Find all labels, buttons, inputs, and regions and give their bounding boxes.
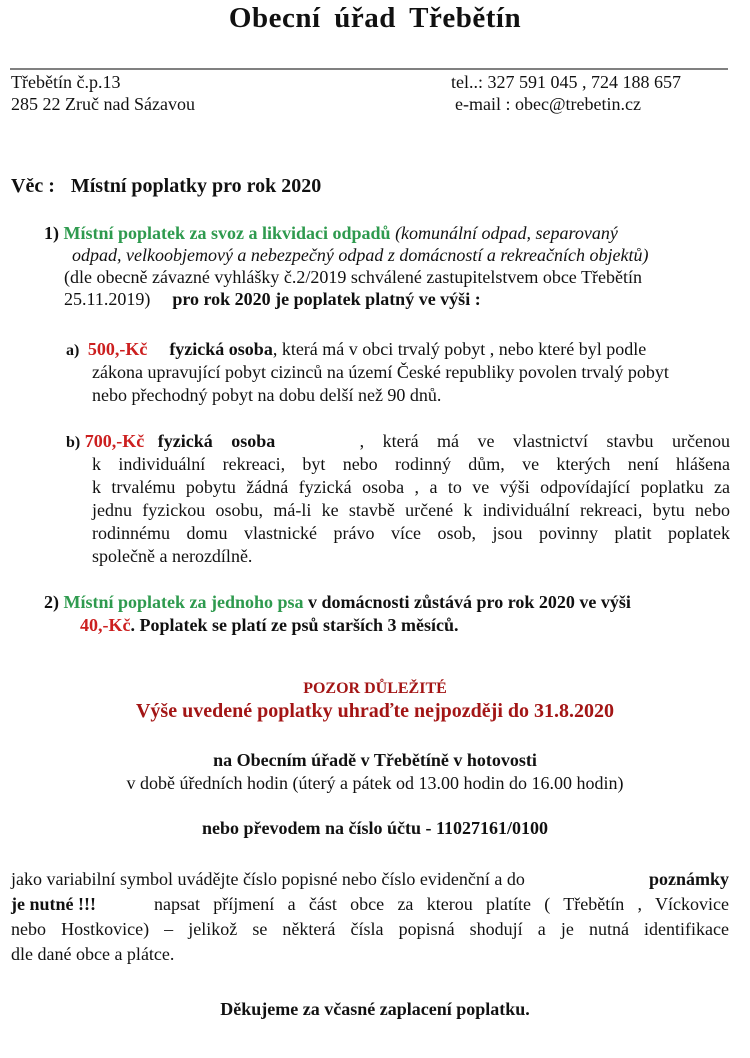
item2-line1 <box>44 591 631 613</box>
payment-hours: v době úředních hodin (úterý a pátek od 13.00 hodin do 16.00 hodin) <box>126 773 624 793</box>
sub-b-line1 <box>66 430 730 454</box>
instructions-line4: dle dané obce a plátce. <box>11 944 175 964</box>
sub-a-line1: , která má v obci trvalý pobyt , nebo které byl podle <box>272 339 647 359</box>
notice-deadline: Výše uvedené poplatky uhraďte nejpozději do 31.8.2020 <box>135 700 615 722</box>
email-address: e-mail : obec@trebetin.cz <box>455 94 641 114</box>
sub-a-label: a) <box>66 342 80 359</box>
closing-thanks: Děkujeme za včasné zaplacení poplatku. <box>220 999 530 1019</box>
payment-transfer: nebo převodem na číslo účtu - 11027161/0100 <box>201 818 548 838</box>
sub-b-subject: fyzická osoba <box>157 431 276 451</box>
item2-title: Místní poplatek za jednoho psa <box>63 592 304 612</box>
sub-b-label: b) <box>66 434 81 451</box>
instructions-line1-start: jako variabilní symbol uvádějte číslo popisné nebo číslo evidenční a do <box>11 869 525 889</box>
address-line-2: 285 22 Zruč nad Sázavou <box>11 94 195 114</box>
item1-note-2: odpad, velkoobjemový a nebezpečný odpad z domácností a rekreačních objektů) <box>72 245 649 265</box>
sub-a-amount: 500,-Kč <box>87 339 148 359</box>
phone-numbers: tel..: 327 591 045 , 724 188 657 <box>451 72 681 92</box>
payment-cash: na Obecním úřadě v Třebětíně v hotovosti <box>213 750 537 770</box>
sub-a-line3: nebo přechodný pobyt na dobu delší než 90 dnů. <box>92 385 442 405</box>
instructions-line2-rest: napsat příjmení a část obce za kterou platíte ( Třebětín , Víckovice <box>154 894 729 914</box>
instructions-line3: nebo Hostkovice) – jelikož se některá čísla popisná shodují a je nutná identifikace <box>11 919 729 939</box>
item1-number: 1) <box>44 223 59 243</box>
item1-valid-text: pro rok 2020 je poplatek platný ve výši : <box>172 289 481 309</box>
item2-line2 <box>80 614 458 636</box>
sub-b-line3: k trvalému pobytu žádná fyzická osoba , a to ve výši odpovídající poplatku za <box>92 477 730 497</box>
notice-heading: POZOR DŮLEŽITÉ <box>303 680 447 697</box>
instructions-line2 <box>11 893 729 915</box>
header-divider <box>10 68 728 70</box>
sub-b-amount: 700,-Kč <box>84 431 145 451</box>
subject-line <box>11 175 321 198</box>
address-line-1: Třebětín č.p.13 <box>11 72 121 92</box>
subject-label: Věc : <box>11 175 55 197</box>
sub-a-label-amount <box>66 338 646 362</box>
item1-decree-date: 25.11.2019) <box>64 289 151 309</box>
item2-line2-rest: . Poplatek se platí ze psů starších 3 měsíců. <box>130 615 459 635</box>
sub-b-line5: rodinnému domu vlastnické právo více osob, jsou povinny platit poplatek <box>92 523 730 543</box>
item2-amount: 40,-Kč <box>80 615 131 635</box>
item2-line1-rest: v domácnosti zůstává pro rok 2020 ve výši <box>308 592 631 612</box>
instructions-line1 <box>11 868 729 890</box>
sub-b-line2: k individuální rekreaci, byt nebo rodinný dům, ve kterých není hlášena <box>92 454 730 474</box>
item1-title: Místní poplatek za svoz a likvidaci odpadů <box>63 223 391 243</box>
sub-a-line2: zákona upravující pobyt cizinců na území České republiky povolen trvalý pobyt <box>92 362 669 382</box>
item1-decree-line: (dle obecně závazné vyhlášky č.2/2019 schválené zastupitelstvem obce Třebětín <box>64 267 642 287</box>
sub-b-line4: jednu fyzickou osobu, má-li ke stavbě určené k individuální rekreaci, bytu nebo <box>92 500 730 520</box>
subject-text: Místní poplatky pro rok 2020 <box>70 175 322 197</box>
office-title: Obecní úřad Třebětín <box>228 2 522 34</box>
item1-line1 <box>44 222 618 244</box>
item1-decree-line2 <box>64 288 481 310</box>
sub-b-line1-rest: , která má ve vlastnictví stavbu určenou <box>359 431 730 451</box>
instructions-line1-bold: poznámky <box>648 869 729 889</box>
item1-note-1: (komunální odpad, separovaný <box>395 223 618 243</box>
sub-a-subject: fyzická osoba <box>169 339 273 359</box>
sub-b-line6: společně a nerozdílně. <box>92 546 253 566</box>
item2-number: 2) <box>44 592 59 612</box>
instructions-line2-bold: je nutné !!! <box>11 894 96 914</box>
